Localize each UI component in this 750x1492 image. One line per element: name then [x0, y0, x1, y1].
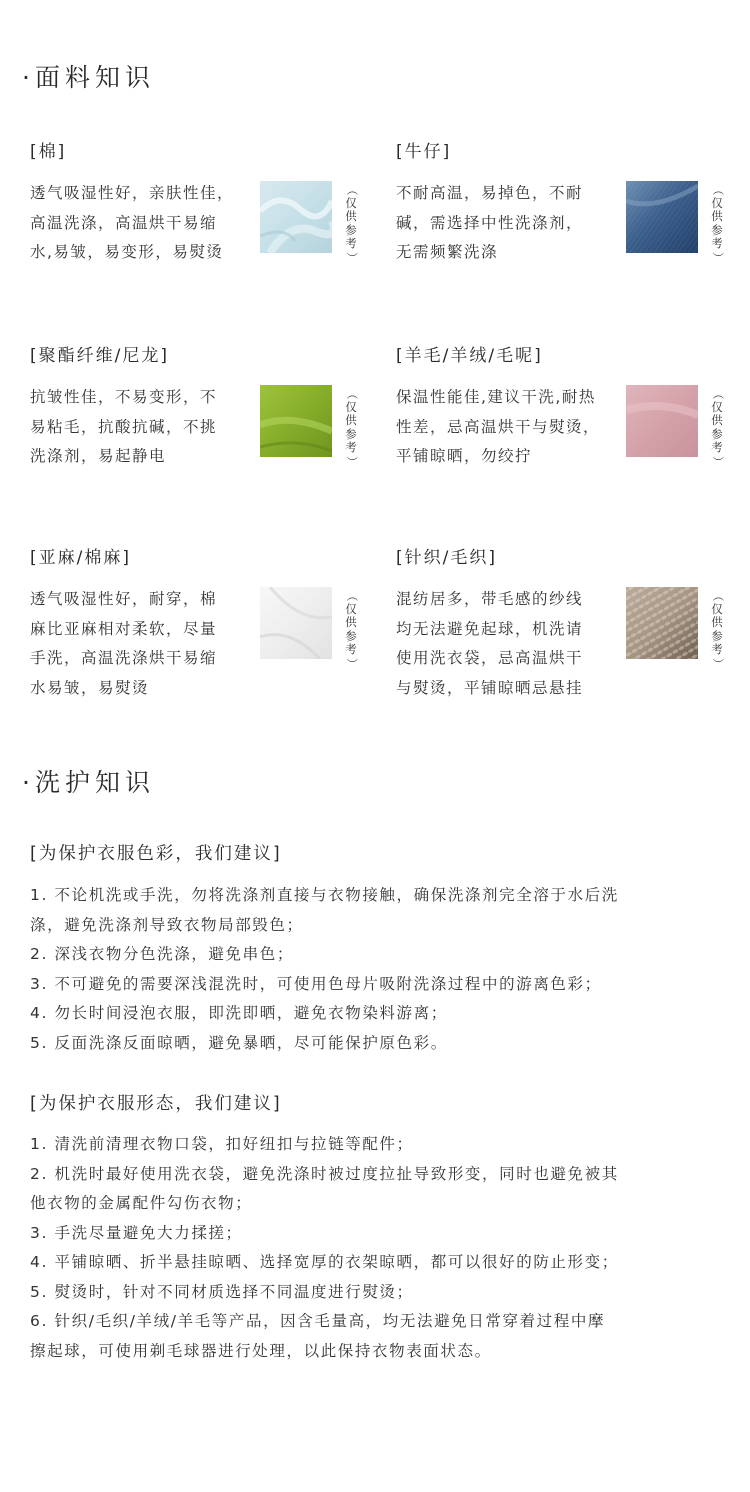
- shape-care-heading: [为保护衣服形态，我们建议]: [30, 1094, 282, 1114]
- fabric-section-title: ·面料知识: [22, 63, 155, 92]
- fabric-card-cotton: [30, 137, 370, 297]
- care-line: 2. 深浅衣物分色洗涤，避免串色；: [30, 945, 294, 963]
- fabric-card-knit: [396, 543, 736, 703]
- linen-swatch-image: [260, 587, 332, 659]
- reference-only-note: （ 仅 供 参 考 ）: [344, 184, 359, 263]
- description-line: 碱，需选择中性洗涤剂，: [396, 213, 584, 232]
- description-line: 透气吸湿性好，亲肤性佳，: [30, 184, 235, 202]
- care-line: 1. 不论机洗或手洗，勿将洗涤剂直接与衣物接触，确保洗涤剂完全溶于水后洗: [30, 886, 619, 904]
- description-line: 麻比亚麻相对柔软，尽量: [30, 619, 218, 638]
- description-line: 不耐高温，易掉色，不耐: [396, 184, 584, 202]
- color-care-heading: [为保护衣服色彩，我们建议]: [30, 844, 282, 864]
- description-line: 使用洗衣袋，忌高温烘干: [396, 649, 584, 667]
- fabric-description: [396, 383, 621, 472]
- care-line: 5. 熨烫时，针对不同材质选择不同温度进行熨烫；: [30, 1282, 414, 1301]
- care-line: 6. 针织/毛织/羊绒/羊毛等产品，因含毛量高，均无法避免日常穿着过程中摩: [30, 1312, 606, 1330]
- description-line: 水,易皱，易变形，易熨烫: [30, 243, 224, 261]
- fabric-card-denim: [396, 137, 736, 297]
- care-section-title: ·洗护知识: [22, 768, 155, 797]
- reference-only-note: （ 仅 供 参 考 ）: [344, 388, 359, 467]
- wool-swatch-image: [626, 385, 698, 457]
- fabric-description: [396, 585, 621, 703]
- fabric-card-polyester: [30, 341, 370, 501]
- care-line: 2. 机洗时最好使用洗衣袋，避免洗涤时被过度拉扯导致形变，同时也避免被其: [30, 1164, 619, 1183]
- fabric-description: [30, 383, 255, 472]
- description-line: 水易皱，易熨烫: [30, 678, 150, 697]
- cotton-swatch-image: [260, 181, 332, 253]
- description-line: 洗涤剂，易起静电: [30, 447, 167, 465]
- fabric-description: [30, 585, 255, 703]
- fabric-title: [棉]: [30, 142, 67, 162]
- fabric-title: [羊毛/羊绒/毛呢]: [396, 346, 543, 366]
- care-line: 4. 勿长时间浸泡衣服，即洗即晒，避免衣物染料游离；: [30, 1004, 448, 1022]
- fabric-title: [亚麻/棉麻]: [30, 548, 131, 568]
- color-care-list: [30, 881, 720, 1058]
- fabric-description: [396, 179, 621, 268]
- care-line: 1. 清洗前清理衣物口袋，扣好纽扣与拉链等配件；: [30, 1135, 414, 1153]
- polyester-swatch-image: [260, 385, 332, 457]
- description-line: 混纺居多，带毛感的纱线: [396, 590, 584, 608]
- care-line: 3. 手洗尽量避免大力揉搓；: [30, 1223, 243, 1242]
- description-line: 无需频繁洗涤: [396, 243, 499, 261]
- denim-swatch-image: [626, 181, 698, 253]
- reference-only-note: （ 仅 供 参 考 ）: [710, 388, 725, 467]
- care-line: 擦起球，可使用剃毛球器进行处理，以此保持衣物表面状态。: [30, 1341, 492, 1360]
- fabric-title: [针织/毛织]: [396, 548, 497, 568]
- description-line: 易粘毛，抗酸抗碱，不挑: [30, 417, 218, 436]
- knit-swatch-image: [626, 587, 698, 659]
- description-line: 性差，忌高温烘干与熨烫，: [396, 417, 601, 436]
- reference-only-note: （ 仅 供 参 考 ）: [710, 590, 725, 669]
- reference-only-note: （ 仅 供 参 考 ）: [344, 590, 359, 669]
- description-line: 透气吸湿性好，耐穿，棉: [30, 590, 218, 608]
- care-line: 5. 反面洗涤反面晾晒，避免暴晒，尽可能保护原色彩。: [30, 1033, 448, 1052]
- description-line: 保温性能佳,建议干洗,耐热: [396, 388, 596, 406]
- description-line: 平铺晾晒，勿绞拧: [396, 447, 533, 465]
- fabric-card-linen: [30, 543, 370, 703]
- shape-care-list: [30, 1130, 720, 1366]
- fabric-title: [聚酯纤维/尼龙]: [30, 346, 169, 366]
- description-line: 高温洗涤，高温烘干易缩: [30, 213, 218, 232]
- fabric-description: [30, 179, 255, 268]
- reference-only-note: （ 仅 供 参 考 ）: [710, 184, 725, 263]
- care-line: 4. 平铺晾晒、折半悬挂晾晒、选择宽厚的衣架晾晒，都可以很好的防止形变；: [30, 1253, 619, 1271]
- care-line: 3. 不可避免的需要深浅混洗时，可使用色母片吸附洗涤过程中的游离色彩；: [30, 974, 602, 993]
- care-line: 他衣物的金属配件勾伤衣物；: [30, 1194, 253, 1212]
- description-line: 均无法避免起球，机洗请: [396, 619, 584, 638]
- fabric-card-wool: [396, 341, 736, 501]
- description-line: 抗皱性佳，不易变形，不: [30, 388, 218, 406]
- care-line: 涤，避免洗涤剂导致衣物局部毁色；: [30, 915, 304, 934]
- description-line: 手洗，高温洗涤烘干易缩: [30, 649, 218, 667]
- description-line: 与熨烫，平铺晾晒忌悬挂: [396, 678, 584, 697]
- fabric-title: [牛仔]: [396, 142, 452, 162]
